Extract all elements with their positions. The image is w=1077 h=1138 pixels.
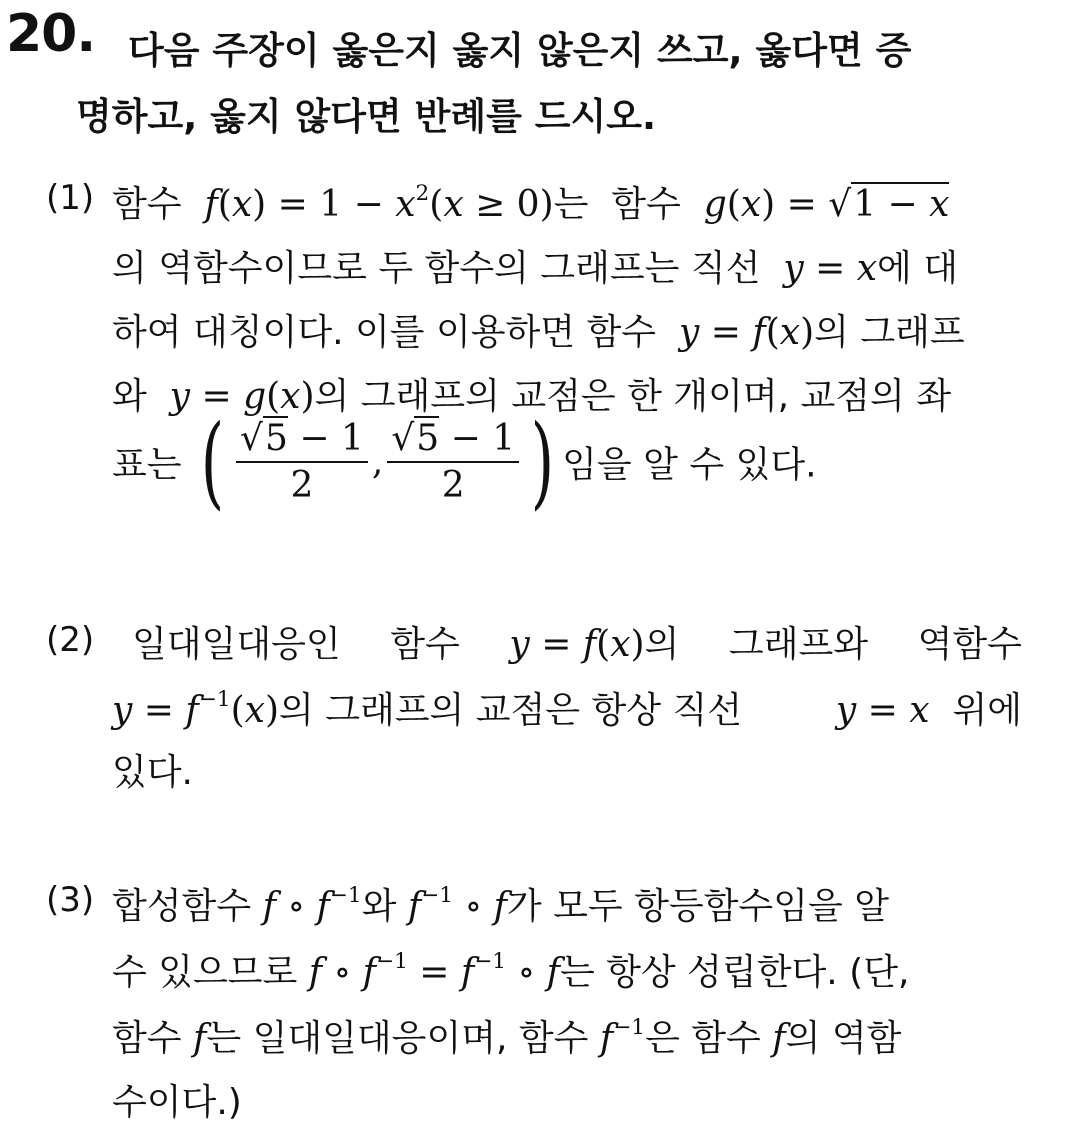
item1-line3: 하여 대칭이다. 이를 이용하면 함수 y = f(x)의 그래프 <box>112 312 965 353</box>
item2-label: (2) <box>46 620 95 660</box>
item1-line4-wa: 와 <box>112 376 147 417</box>
item2-line1-d: 그래프와 <box>728 624 869 665</box>
item1-fraction-2: $\frac{√5 - 1}{2}$ <box>387 418 519 506</box>
item1-formula-f: f <box>204 184 218 225</box>
item3-line1-b: 와 <box>361 886 397 927</box>
item1-label: (1) <box>46 178 95 218</box>
item1-word-ui-graph: 의 그래프 <box>814 312 965 353</box>
item2-line3: 있다. <box>112 752 193 793</box>
item1-line4: 와 y = g(x)의 그래프의 교점은 한 개이며, 교점의 좌 <box>112 376 952 417</box>
problem-number: 20. <box>6 4 96 64</box>
item1-line4-text: 의 그래프의 교점은 한 개이며, 교점의 좌 <box>314 376 952 417</box>
problem-title-line1: 다음 주장이 옳은지 옳지 않은지 쓰고, 옳다면 증 <box>128 29 912 72</box>
item1-fraction-1: $\frac{√5 - 1}{2}$ <box>236 418 368 506</box>
item1-line3-text: 하여 대칭이다. 이를 이용하면 함수 <box>112 312 657 353</box>
item3-line3: 함수 f는 일대일대응이며, 함수 $f^{-1}$은 함수 f의 역함 <box>112 1014 902 1059</box>
item3-line3-b: 는 일대일대응이며, 함수 <box>206 1018 589 1059</box>
item2-line1: 일대일대응인 함수 y = f(x)의 그래프와 역함수 <box>132 616 1022 667</box>
item3-line2-a: 수 있으므로 <box>112 952 298 993</box>
item3-line1-a: 합성함수 <box>112 886 252 927</box>
item1-line1: 함수 $f(x) = 1 - x^2(x \ge 0)$는 함수 g(x) = √1 − x <box>112 180 950 225</box>
item2-line2: $y = f^{-1}(x)$의 그래프의 교점은 항상 직선 y = x 위에 <box>112 686 1022 731</box>
item2-line1-c: 의 <box>644 624 680 665</box>
item3-line3-a: 함수 <box>112 1018 182 1059</box>
item1-word-hamsu: 함수 <box>112 184 182 225</box>
item3-line2-b: 는 항상 성립한다. (단, <box>559 952 910 993</box>
item3-line2: 수 있으므로 f ∘ $f^{-1} = f^{-1}$ ∘ f는 항상 성립한다. (단, <box>112 948 910 993</box>
item1-line5-text: 임을 알 수 있다. <box>562 444 817 486</box>
item1-line5-pyoneun: 표는 <box>112 444 182 486</box>
item1-line2: 의 역함수이므로 두 함수의 그래프는 직선 y = x에 대 <box>112 248 959 289</box>
item3-line4: 수이다.) <box>112 1082 242 1123</box>
item2-line1-e: 역함수 <box>917 624 1022 665</box>
item2-line2-b: 위에 <box>952 690 1022 731</box>
item1-line2-text: 의 역함수이므로 두 함수의 그래프는 직선 <box>112 248 761 289</box>
item3-label: (3) <box>46 880 95 920</box>
item1-word-neun: 는 <box>553 184 589 225</box>
item1-word-e-dae: 에 대 <box>877 248 959 289</box>
item2-line2-a: 의 그래프의 교점은 항상 직선 <box>278 690 743 731</box>
item3-line3-c: 은 함수 <box>645 1018 761 1059</box>
problem-title-line2: 명하고, 옳지 않다면 반례를 드시오. <box>76 95 657 138</box>
item2-line1-a: 일대일대응인 <box>132 624 341 665</box>
item2-line1-b: 함수 <box>390 624 460 665</box>
item1-line5: 표는 ( $\frac{√5 - 1}{2}$ , $\frac{√5 - 1}{2}$ ) 임을 알 수 있다. <box>112 403 817 520</box>
item3-line3-d: 의 역함 <box>785 1018 902 1059</box>
item1-word-hamsu-2: 함수 <box>611 184 681 225</box>
item3-line1: 합성함수 f ∘ $f^{-1}$와 $f^{-1}$ ∘ f가 모두 항등함수임을 알 <box>112 882 889 927</box>
item3-line1-c: 가 모두 항등함수임을 알 <box>506 886 889 927</box>
